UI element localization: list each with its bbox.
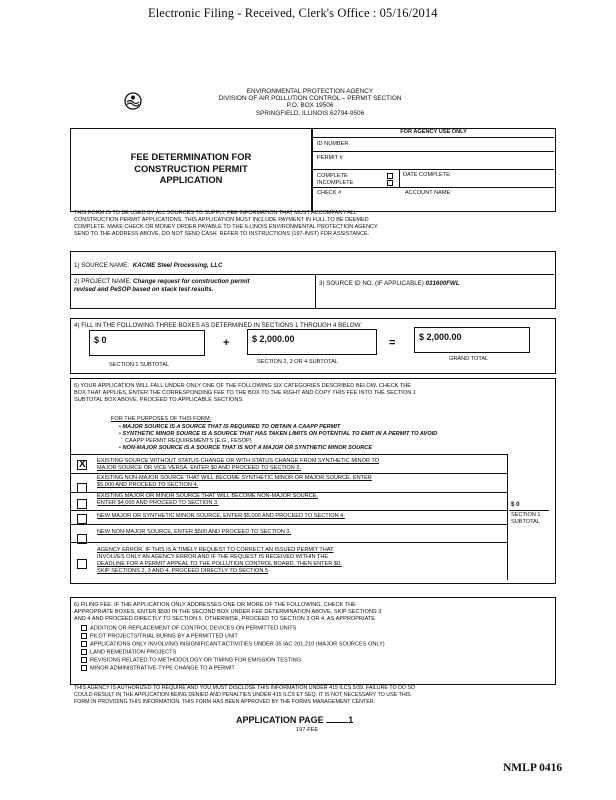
- check-number-label: CHECK #: [317, 190, 342, 196]
- filing-item-1-checkbox[interactable]: [81, 625, 87, 631]
- grand-total-field[interactable]: $ 2,000.00: [414, 327, 530, 353]
- agency-use-header: FOR AGENCY USE ONLY: [313, 129, 554, 138]
- agency-logo-icon: [124, 92, 142, 110]
- def-synthetic: • SYNTHETIC MINOR SOURCE IS A SOURCE THAT HAS TAKEN LIMITS ON POTENTIAL TO EMIT IN A PERMIT TO AVOID: [119, 431, 438, 437]
- id-number-label: ID NUMBER: [317, 141, 349, 147]
- filing-item-5[interactable]: REVISIONS RELATED TO METHODOLOGY OR TIMING FOR EMISSION TESTING: [81, 657, 551, 665]
- project-name-value-1[interactable]: Change request for construction permit: [133, 278, 250, 285]
- section1-side-value[interactable]: $ 0: [511, 501, 520, 508]
- source-id-label: 3) SOURCE ID NO. (IF APPLICABLE): [319, 280, 424, 287]
- option-3-text: EXISTING MAJOR OR MINOR SOURCE THAT WILL BECOME NON-MAJOR SOURCE. ENTER $4,000 AND PROCEED TO SECTION 3.: [97, 493, 319, 506]
- agency-city: SPRINGFIELD, ILLINOIS 62794-9506: [255, 109, 365, 117]
- bates-number: NMLP 0416: [503, 762, 563, 774]
- option-1-checkbox[interactable]: X: [79, 459, 86, 470]
- section5-box: [70, 378, 556, 584]
- option-2-text: EXISTING NON-MAJOR SOURCE THAT WILL BECOME SYNTHETIC MINOR OR MAJOR SOURCE. ENTER $5,000 AND PROCEED TO SECTION 4.: [97, 475, 372, 488]
- section1-caption: SECTION 1 SUBTOTAL: [109, 362, 170, 368]
- def-major: • MAJOR SOURCE IS A SOURCE THAT IS REQUIRED TO OBTAIN A CAAPP PERMIT: [119, 424, 341, 430]
- source-name-label: 1) SOURCE NAME:: [74, 262, 130, 269]
- title-box: [70, 128, 312, 212]
- filing-stamp: Electronic Filing - Received, Clerk's Office : 05/16/2014: [148, 6, 438, 20]
- agency-pobox: P.O. BOX 19506: [286, 102, 334, 110]
- application-page: [236, 715, 353, 725]
- purposes-heading: FOR THE PURPOSES OF THIS FORM:: [111, 416, 212, 422]
- filing-item-5-checkbox[interactable]: [81, 657, 87, 663]
- section1-subtotal-field[interactable]: $ 0: [89, 330, 205, 356]
- grand-caption: GRAND TOTAL: [449, 356, 489, 362]
- filing-item-1[interactable]: ADDITION OR REPLACEMENT OF CONTROL DEVICES ON PERMITTED UNITS: [81, 625, 551, 633]
- section234-caption: SECTION 2, 3 OR 4 SUBTOTAL: [257, 359, 338, 365]
- section6-intro: 6) FILING FEE. IF THE APPLICATION ONLY ADDRESSES ONE OR MORE OF THE FOLLOWING, CHECK THE APPROPRIATE BOXES, ENTER $500 IN THE SECOND BOX UNDER FEE DETERMINATION ABOVE, SKIP SECTIONS 3 AND 4 AND PROCEED DIRECTLY TO SECTION 5. OTHERWISE, PROCEED TO SECTION 3 OR 4, AS APPROPRIATE.: [74, 602, 382, 622]
- filing-item-2[interactable]: PILOT PROJECTS/TRIAL BURNS BY A PERMITTED UNIT: [81, 633, 551, 641]
- plus-sign: +: [223, 337, 230, 349]
- filing-item-6-checkbox[interactable]: [81, 665, 87, 671]
- agency-division: DIVISION OF AIR POLLUTION CONTROL – PERMIT SECTION: [218, 95, 402, 103]
- filing-item-4-checkbox[interactable]: [81, 649, 87, 655]
- permit-number-label: PERMIT #: [317, 155, 343, 161]
- filing-item-4[interactable]: LAND REMEDIATION PROJECTS: [81, 649, 551, 657]
- source-id-value[interactable]: 031600FWL: [425, 280, 460, 287]
- agency-use-box: [312, 128, 556, 212]
- project-name-label: 2) PROJECT NAME:: [74, 278, 132, 285]
- intro-paragraph: THIS FORM IS TO BE USED BY ALL SOURCES TO SUPPLY FEE INFORMATION THAT MUST ACCOMPANY ALL CONSTRUCTION PERMIT APPLICATIONS. THIS APPLICATION MUST INCLUDE PAYMENT IN FULL TO BE DEEMED COMPLETE. MAKE CHECK OR MONEY ORDER PAYABLE TO THE ILLINOIS ENVIRONMENTAL PROTECTION AGENCY. SEND TO THE ADDRESS ABOVE. DO NOT SEND CASH. REFER TO INSTRUCTIONS (197-INST) FOR ASSISTANCE.: [74, 210, 379, 237]
- incomplete-checkbox[interactable]: [387, 180, 393, 186]
- section5-intro: 5) YOUR APPLICATION WILL FALL UNDER ONLY ONE OF THE FOLLOWING SIX CATEGORIES DESCRIBED BELOW. CHECK THE BOX THAT APPLIES, ENTER THE CORRESPONDING FEE TO THE BOX TO THE RIGHT AND COPY THIS FEE INTO THE SECTION 1 SUBTOTAL BOX ABOVE. PROCEED TO APPLICABLE SECTIONS.: [74, 383, 416, 403]
- project-name-value-2[interactable]: revised and PeSOP based on stack test results.: [74, 285, 214, 293]
- option-1-text: EXISTING SOURCE WITHOUT STATUS CHANGE OR WITH STATUS CHANGE FROM SYNTHETIC MINOR TO MAJOR SOURCE OR VICE VERSA. ENTER $0 AND PROCEED TO SECTION 2.: [97, 458, 380, 471]
- filing-item-2-checkbox[interactable]: [81, 633, 87, 639]
- source-name-value[interactable]: KACME Steel Processing, LLC: [132, 262, 223, 269]
- complete-label: COMPLETE: [317, 173, 348, 179]
- def-nonmajor: • NON-MAJOR SOURCE IS A SOURCE THAT IS NOT A MAJOR OR SYNTHETIC MINOR SOURCE: [119, 445, 373, 451]
- section6-box: [70, 597, 556, 685]
- filing-item-3-checkbox[interactable]: [81, 641, 87, 647]
- date-complete-label: DATE COMPLETE:: [403, 172, 452, 178]
- option-5-text: NEW NON-MAJOR SOURCE, ENTER $500 AND PROCEED TO SECTION 3.: [97, 529, 292, 535]
- option-4-checkbox[interactable]: [77, 514, 87, 524]
- disclosure-text: THIS AGENCY IS AUTHORIZED TO REQUIRE AND YOU MUST DISCLOSE THIS INFORMATION UNDER 415 ILCS 5/39. FAILURE TO DO SO COULD RESULT IN THE APPLICATION BEING DENIED AND PENALTIES UNDER 415 ILCS ET SEQ. IT IS NOT NECESSARY TO USE THIS FORM IN PROVIDING THIS INFORMATION. THIS FORM HAS BEEN APPROVED BY THE FORMS MANAGEMENT CENTER.: [74, 685, 416, 705]
- option-6-text: AGENCY ERROR. IF THIS IS A TIMELY REQUEST TO CORRECT AN ISSUED PERMIT THAT INVOLVES ONLY AN AGENCY ERROR AND IF THE REQUEST IS RECEIVED WITHIN THE DEADLINE FOR A PERMIT APPEAL TO THE POLLUTION CONTROL BOARD, THEN ENTER $0. SKIP SECTIONS 2, 3 AND 4, PROCEED DIRECTLY TO SECTION 5: [97, 547, 342, 574]
- source-name-row: [74, 262, 223, 270]
- option-4-text: NEW MAJOR OR SYNTHETIC MINOR SOURCE, ENTER $5,000 AND PROCEED TO SECTION 4.: [97, 513, 345, 519]
- incomplete-label: INCOMPLETE: [317, 180, 354, 186]
- source-id-row: [319, 280, 460, 288]
- complete-checkbox[interactable]: [387, 173, 393, 179]
- def-synthetic-cont: CAAPP PERMIT REQUIREMENTS (E.G., FESOP): [125, 438, 252, 444]
- project-name-row: [74, 278, 314, 293]
- option-3-checkbox[interactable]: [77, 499, 87, 509]
- source-info-box: [70, 251, 556, 309]
- equals-sign: =: [389, 337, 396, 349]
- form-title: FEE DETERMINATION FOR CONSTRUCTION PERMIT APPLICATION: [130, 151, 252, 185]
- agency-name: ENVIRONMENTAL PROTECTION AGENCY: [246, 88, 374, 95]
- totals-box: [70, 318, 556, 374]
- filing-item-6[interactable]: MINOR ADMINISTRATIVE-TYPE CHANGE TO A PERMIT: [81, 665, 551, 673]
- form-code: 197-FEE: [296, 727, 319, 733]
- agency-address: [170, 88, 450, 117]
- account-name-label: ACCOUNT NAME:: [405, 190, 452, 196]
- option-6-checkbox[interactable]: [77, 559, 87, 569]
- totals-instruction: 4) FILL IN THE FOLLOWING THREE BOXES AS DETERMINED IN SECTIONS 1 THROUGH 4 BELOW:: [74, 322, 363, 329]
- section1-side-caption: SECTION 1 SUBTOTAL: [511, 512, 541, 525]
- definitions-list: [119, 424, 549, 452]
- section6-items: [81, 625, 551, 673]
- section234-subtotal-field[interactable]: $ 2,000.00: [247, 329, 377, 355]
- application-page-number: 1: [348, 715, 354, 725]
- application-page-label: APPLICATION PAGE: [236, 715, 324, 725]
- filing-item-3[interactable]: APPLICATIONS ONLY INVOLVING INSIGNIFICANT ACTIVITIES UNDER 35 IAC 201.210 (MAJOR SOURCES ONLY): [81, 641, 551, 649]
